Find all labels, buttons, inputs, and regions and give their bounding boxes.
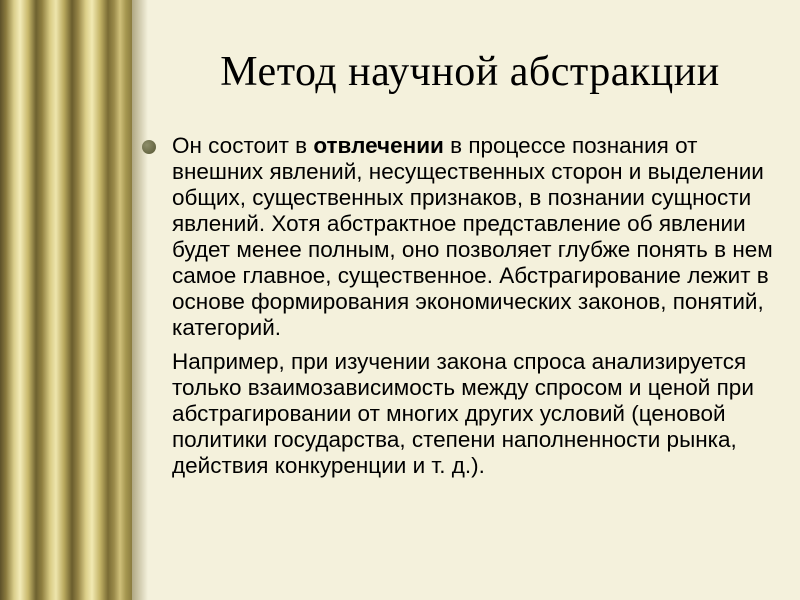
- round-bullet-icon: [142, 140, 156, 154]
- paragraph-1-rest: в процессе познания от внешних явлений, несущественных сторон и выделении общих, существенных признаков, в познании сущности явлений. Хотя абстрактное представление об явлении будет менее полным, оно позволяет глубже понять в нем самое главное, существенное. Абстрагирование лежит в основе формирования экономических законов, понятий, категорий.: [172, 133, 773, 340]
- slide-body: [142, 133, 782, 479]
- paragraph-1: [172, 133, 782, 341]
- bullet-item: [142, 133, 782, 341]
- paragraph-1-start: Он состоит в: [172, 133, 314, 158]
- emphasized-term: отвлечении: [313, 133, 444, 158]
- slide-title: Метод научной абстракции: [220, 49, 720, 95]
- decorative-gold-column: [0, 0, 132, 600]
- paragraph-2: Например, при изучении закона спроса анализируется только взаимозависимость между спросом и ценой при абстрагировании от многих других условий (ценовой политики государства, степени наполненности рынка, действия конкуренции и т. д.).: [172, 349, 754, 478]
